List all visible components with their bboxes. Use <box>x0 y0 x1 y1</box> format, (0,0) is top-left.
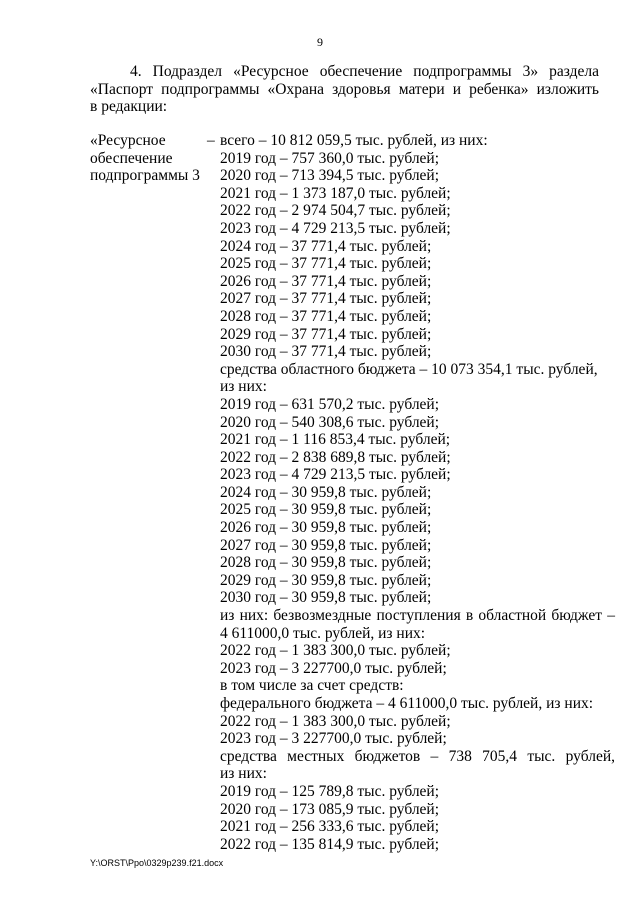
resource-value-line: 2024 год – 30 959,8 тыс. рублей; <box>220 483 432 501</box>
resource-values-cell <box>220 132 615 853</box>
resource-value-line: 2021 год – 1 373 187,0 тыс. рублей; <box>220 184 451 202</box>
resource-value-line: 2019 год – 125 789,8 тыс. рублей; <box>220 782 440 800</box>
intro-paragraph <box>90 63 599 116</box>
resource-value-line: 2020 год – 173 085,9 тыс. рублей; <box>220 800 440 818</box>
resource-value-line: из них: <box>220 765 267 783</box>
resource-value-line: 2022 год – 2 838 689,8 тыс. рублей; <box>220 448 451 466</box>
resource-value-line: 2024 год – 37 771,4 тыс. рублей; <box>220 237 432 255</box>
resource-value-line: 2019 год – 631 570,2 тыс. рублей; <box>220 395 440 413</box>
resource-value-line: из них: безвозмездные поступления в областной бюджет – <box>220 607 615 625</box>
resource-value-line: в том числе за счет средств: <box>220 677 404 695</box>
resource-value-line: 2021 год – 256 333,6 тыс. рублей; <box>220 818 440 836</box>
resource-value-line: 4 611000,0 тыс. рублей, из них: <box>220 624 426 642</box>
resource-value-line: 2029 год – 30 959,8 тыс. рублей; <box>220 571 432 589</box>
resource-value-line: федерального бюджета – 4 611000,0 тыс. рублей, из них: <box>220 695 594 712</box>
file-path-footer: Y:\ORST\Ppo\0329p239.f21.docx <box>90 858 224 868</box>
resource-value-line: 2023 год – 4 729 213,5 тыс. рублей; <box>220 219 451 237</box>
resource-value-line: 2021 год – 1 116 853,4 тыс. рублей; <box>220 431 451 449</box>
resource-value-line: 2028 год – 37 771,4 тыс. рублей; <box>220 307 432 325</box>
resource-value-line: 2027 год – 37 771,4 тыс. рублей; <box>220 290 432 308</box>
resource-value-line: 2019 год – 757 360,0 тыс. рублей; <box>220 149 440 167</box>
resource-value-line: 2022 год – 135 814,9 тыс. рублей; <box>220 835 440 853</box>
resource-label-line: подпрограммы 3 <box>90 167 200 185</box>
page-number: 9 <box>317 35 323 49</box>
resource-value-line: 2023 год – 4 729 213,5 тыс. рублей; <box>220 466 451 484</box>
resource-value-line: средства местных бюджетов – 738 705,4 тыс. рублей, <box>220 747 615 765</box>
resource-label-line: «Ресурсное <box>90 132 166 149</box>
resource-label-line: обеспечение <box>90 149 173 167</box>
intro-line-2: «Паспорт подпрограммы «Охрана здоровья матери и ребенка» изложить <box>90 80 599 98</box>
resource-value-line: 2025 год – 37 771,4 тыс. рублей; <box>220 255 432 273</box>
resource-label-cell <box>90 132 202 185</box>
resource-value-line: всего – 10 812 059,5 тыс. рублей, из них: <box>220 132 488 149</box>
resource-value-line: из них: <box>220 378 267 396</box>
resource-value-line: 2029 год – 37 771,4 тыс. рублей; <box>220 325 432 343</box>
resource-value-line: 2022 год – 2 974 504,7 тыс. рублей; <box>220 202 451 220</box>
cell-dash: – <box>207 132 215 149</box>
resource-value-line: 2030 год – 30 959,8 тыс. рублей; <box>220 589 432 607</box>
intro-line-1: 4. Подраздел «Ресурсное обеспечение подпрограммы 3» раздела <box>130 63 599 80</box>
intro-line-3: в редакции: <box>90 98 168 116</box>
resource-value-line: 2028 год – 30 959,8 тыс. рублей; <box>220 554 432 572</box>
resource-value-line: 2025 год – 30 959,8 тыс. рублей; <box>220 501 432 519</box>
resource-value-line: 2020 год – 713 394,5 тыс. рублей; <box>220 167 440 185</box>
resource-value-line: 2026 год – 37 771,4 тыс. рублей; <box>220 272 432 290</box>
resource-value-line: 2026 год – 30 959,8 тыс. рублей; <box>220 519 432 537</box>
resource-value-line: 2023 год – 3 227700,0 тыс. рублей; <box>220 659 447 677</box>
resource-value-line: средства областного бюджета – 10 073 354,1 тыс. рублей, <box>220 360 598 378</box>
resource-value-line: 2022 год – 1 383 300,0 тыс. рублей; <box>220 642 451 660</box>
resource-value-line: 2030 год – 37 771,4 тыс. рублей; <box>220 343 432 361</box>
resource-value-line: 2022 год – 1 383 300,0 тыс. рублей; <box>220 712 451 730</box>
resource-value-line: 2027 год – 30 959,8 тыс. рублей; <box>220 536 432 554</box>
resource-value-line: 2023 год – 3 227700,0 тыс. рублей; <box>220 730 447 748</box>
resource-value-line: 2020 год – 540 308,6 тыс. рублей; <box>220 413 440 431</box>
